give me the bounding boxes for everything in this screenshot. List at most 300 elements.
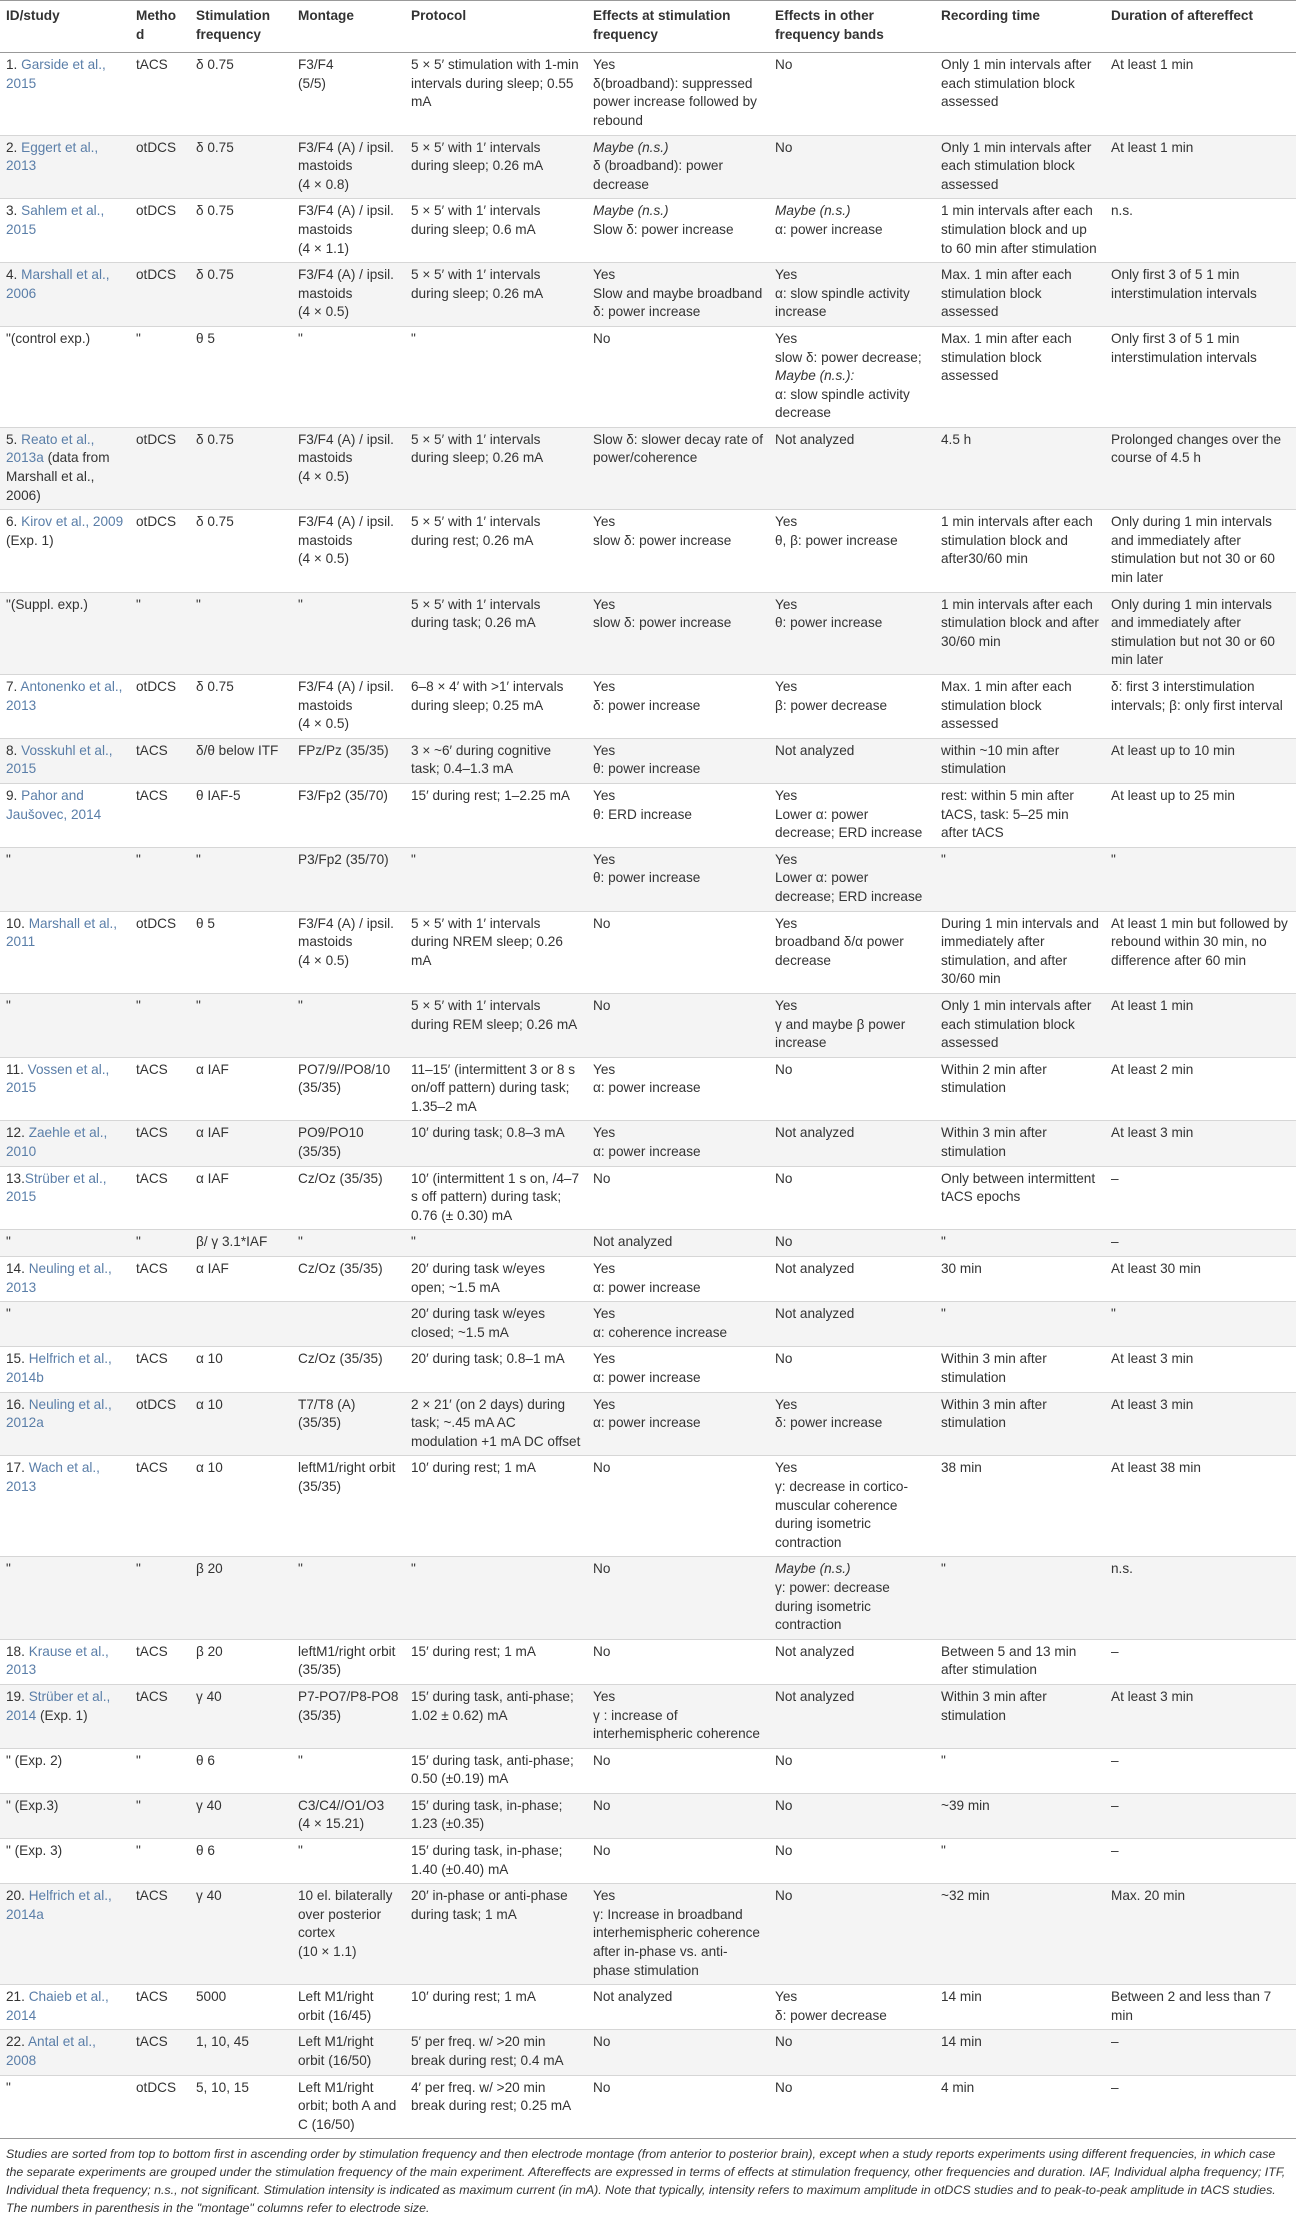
table-body xyxy=(0,53,1296,2139)
cell-effects-other-line: No xyxy=(775,2034,793,2050)
header-effects-at-stimulation-frequency: Effects at stimulation frequency xyxy=(587,1,769,53)
cell-montage-line: F3/Fp2 (35/70) xyxy=(298,787,388,803)
table-row xyxy=(0,1392,1296,1456)
cell-effects-stim-line: No xyxy=(593,2034,611,2050)
cell-effects-stim-line: δ: power increase xyxy=(593,697,701,713)
study-reference-link[interactable]: Wach et al., 2013 xyxy=(6,1460,100,1494)
cell-method: otDCS xyxy=(136,1396,177,1412)
cell-id-study xyxy=(0,1684,130,1748)
cell-stimulation-frequency: δ 0.75 xyxy=(196,679,234,694)
cell-effects-other xyxy=(769,592,935,674)
table-row xyxy=(0,326,1296,427)
cell-effects-stim xyxy=(587,1684,769,1748)
cell-montage xyxy=(292,1884,405,1985)
study-reference-link[interactable]: Eggert et al., 2013 xyxy=(6,139,99,174)
study-number: 1. xyxy=(6,57,22,73)
table-row xyxy=(0,1793,1296,1838)
cell-effects-stim-line: Yes xyxy=(593,57,616,73)
cell-montage-line: (4 × 15.21) xyxy=(298,1816,365,1832)
header-duration-of-aftereffect: Duration of aftereffect xyxy=(1105,1,1296,53)
cell-method: tACS xyxy=(136,1170,168,1186)
cell-effects-stim-line: No xyxy=(593,1797,611,1813)
cell-effects-stim-line: γ: Increase in broadband interhemispheric coherence after in-phase vs. anti-phase stimulation xyxy=(593,1906,760,1978)
cell-effects-other-line: broadband δ/α power decrease xyxy=(775,934,904,968)
cell-effects-other xyxy=(769,2030,935,2075)
cell-duration: – xyxy=(1111,2079,1119,2095)
cell-effects-stim-line: Not analyzed xyxy=(593,1234,673,1250)
cell-effects-stim xyxy=(587,1748,769,1793)
cell-duration: At least 3 min xyxy=(1111,1396,1194,1412)
cell-protocol-line: 15′ during task, anti-phase; 1.02 ± 0.62) mA xyxy=(411,1688,574,1723)
cell-montage xyxy=(292,1230,405,1257)
cell-effects-stim-line: Yes xyxy=(593,742,616,758)
cell-montage xyxy=(292,1748,405,1793)
cell-montage-line: Cz/Oz (35/35) xyxy=(298,1261,383,1277)
cell-protocol xyxy=(405,1639,587,1684)
cell-protocol-line: 10′ (intermittent 1 s on, /4–7 s off pattern) during task; 0.76 (± 0.30) mA xyxy=(411,1170,580,1223)
cell-protocol-line: 11–15′ (intermittent 3 or 8 s on/off pattern) during task; 1.35–2 mA xyxy=(411,1061,575,1114)
cell-id-study xyxy=(0,1839,130,1884)
cell-effects-stim xyxy=(587,326,769,427)
cell-montage xyxy=(292,847,405,911)
cell-effects-stim-line: Yes xyxy=(593,1396,616,1412)
table-row xyxy=(0,738,1296,783)
cell-montage xyxy=(292,675,405,739)
cell-id-study xyxy=(0,326,130,427)
cell-montage-line: F3/F4 (A) / ipsil. mastoids xyxy=(298,431,394,466)
cell-duration: Only first 3 of 5 1 min interstimulation intervals xyxy=(1111,330,1257,365)
cell-effects-other-line: γ: power: decrease during isometric contraction xyxy=(775,1579,890,1633)
cell-effects-stim-line: No xyxy=(593,1752,611,1768)
cell-effects-other xyxy=(769,847,935,911)
cell-protocol xyxy=(405,199,587,263)
cell-protocol xyxy=(405,1839,587,1884)
cell-protocol-line: 5 × 5′ with 1′ intervals during NREM sleep; 0.26 mA xyxy=(411,915,563,968)
cell-recording-time: Max. 1 min after each stimulation block assessed xyxy=(941,679,1072,732)
cell-stimulation-frequency: δ/θ below ITF xyxy=(196,742,279,758)
cell-stimulation-frequency: θ 5 xyxy=(196,330,215,346)
study-reference-link[interactable]: Marshall et al., 2006 xyxy=(6,267,110,301)
cell-duration: At least 3 min xyxy=(1111,1351,1194,1367)
cell-effects-stim-line: No xyxy=(593,1170,611,1186)
cell-stimulation-frequency: γ 40 xyxy=(196,1888,222,1904)
study-reference-link[interactable]: Garside et al., 2015 xyxy=(6,57,106,91)
study-reference-link[interactable]: Antonenko et al., 2013 xyxy=(6,679,123,713)
table-header-row xyxy=(0,1,1296,53)
cell-recording-time: During 1 min intervals and immediately after stimulation, and after 30/60 min xyxy=(941,915,1099,987)
table-footnote: Studies are sorted from top to bottom first in ascending order by stimulation frequency and then electrode montage (from anterior to posterior brain), except when a study reports experiments using different frequencies, in which case the separate experiments are grouped under the stimulation frequency of the main experiment. Aftereffects are expressed in terms of effects at stimulation frequency, other frequencies and duration. IAF, Individual alpha frequency; ITF, Individual theta frequency; n.s., not significant. Stimulation intensity is indicated as maximum current (in mA). Note that typically, intensity refers to maximum amplitude in otDCS studies and to peak-to-peak amplitude in tACS studies. The numbers in parenthesis in the "montage" columns refer to electrode size. xyxy=(6,2147,1286,2216)
cell-montage-line: F3/F4 (A) / ipsil. mastoids xyxy=(298,139,394,174)
cell-effects-other-line: Yes xyxy=(775,679,798,694)
cell-duration: δ: first 3 interstimulation intervals; β: only first interval xyxy=(1111,679,1283,713)
study-note: "(control exp.) xyxy=(6,330,91,346)
cell-recording-time: Max. 1 min after each stimulation block assessed xyxy=(941,267,1072,320)
cell-effects-stim-line: Yes xyxy=(593,1261,616,1277)
cell-duration: Only during 1 min intervals and immediately after stimulation but not 30 or 60 min later xyxy=(1111,514,1275,586)
cell-protocol-line: " xyxy=(411,1234,416,1250)
cell-protocol-line: 5 × 5′ with 1′ intervals during sleep; 0.26 mA xyxy=(411,431,544,466)
cell-montage-line: F3/F4 (A) / ipsil. mastoids xyxy=(298,203,394,237)
study-reference-link[interactable]: Pahor and Jaušovec, 2014 xyxy=(6,787,102,822)
cell-method: tACS xyxy=(136,1351,168,1367)
cell-montage-line: F3/F4 (A) / ipsil. mastoids xyxy=(298,514,394,548)
cell-effects-other xyxy=(769,263,935,327)
cell-id-study xyxy=(0,1884,130,1985)
study-number: 19. xyxy=(6,1688,29,1704)
cell-montage xyxy=(292,1839,405,1884)
cell-duration: At least 3 min xyxy=(1111,1688,1194,1704)
cell-protocol xyxy=(405,1057,587,1121)
cell-effects-stim-line: Yes xyxy=(593,1125,616,1141)
cell-montage-line: " xyxy=(298,330,303,346)
cell-duration: – xyxy=(1111,1752,1119,1768)
cell-id-study xyxy=(0,1166,130,1230)
cell-id-study xyxy=(0,1639,130,1684)
cell-effects-other xyxy=(769,1302,935,1347)
cell-effects-other xyxy=(769,53,935,135)
study-reference-link[interactable]: Kirov et al., 2009 xyxy=(21,514,124,530)
cell-effects-stim-line: Yes xyxy=(593,1888,616,1904)
cell-montage xyxy=(292,2030,405,2075)
cell-protocol xyxy=(405,1456,587,1557)
cell-stimulation-frequency: δ 0.75 xyxy=(196,57,234,73)
study-reference-link[interactable]: Sahlem et al., 2015 xyxy=(6,203,105,237)
cell-protocol-line: 5 × 5′ with 1′ intervals during task; 0.26 mA xyxy=(411,596,541,631)
table-row xyxy=(0,1057,1296,1121)
cell-method: " xyxy=(136,1234,141,1250)
cell-id-study xyxy=(0,263,130,327)
header-protocol: Protocol xyxy=(405,1,587,53)
table-row xyxy=(0,783,1296,847)
cell-effects-stim-line: Yes xyxy=(593,1061,616,1077)
cell-method: otDCS xyxy=(136,431,177,447)
cell-effects-stim xyxy=(587,2030,769,2075)
cell-effects-stim xyxy=(587,993,769,1057)
cell-effects-stim xyxy=(587,53,769,135)
cell-protocol xyxy=(405,592,587,674)
study-number: 15. xyxy=(6,1351,29,1367)
cell-effects-other xyxy=(769,1347,935,1392)
cell-montage-line: (4 × 0.5) xyxy=(298,716,350,732)
study-number: 7. xyxy=(6,679,21,694)
cell-protocol-line: 5 × 5′ with 1′ intervals during sleep; 0.26 mA xyxy=(411,267,544,301)
cell-protocol xyxy=(405,993,587,1057)
cell-effects-stim-line: Not analyzed xyxy=(593,1989,673,2005)
study-reference-link[interactable]: Reato et al., 2013a xyxy=(6,431,95,466)
study-note: "(Suppl. exp.) xyxy=(6,596,88,612)
table-row xyxy=(0,1684,1296,1748)
study-reference-link[interactable]: Krause et al., 2013 xyxy=(6,1643,109,1678)
cell-montage-line: F3/F4 (A) / ipsil. mastoids xyxy=(298,267,394,301)
cell-effects-other-line: Not analyzed xyxy=(775,1125,855,1141)
cell-effects-stim xyxy=(587,911,769,993)
cell-effects-stim xyxy=(587,847,769,911)
cell-protocol-line: 5 × 5′ with 1′ intervals during sleep; 0.26 mA xyxy=(411,139,544,174)
study-note: (data from Marshall et al., 2006) xyxy=(6,450,110,503)
header-recording-time: Recording time xyxy=(935,1,1105,53)
study-reference-link[interactable]: Strüber et al., 2014 xyxy=(6,1688,111,1723)
cell-effects-stim xyxy=(587,1793,769,1838)
cell-montage-line: P3/Fp2 (35/70) xyxy=(298,851,389,867)
cell-protocol xyxy=(405,1230,587,1257)
cell-protocol-line: 10′ during task; 0.8–3 mA xyxy=(411,1125,565,1141)
cell-effects-other-line: β: power decrease xyxy=(775,697,888,713)
table-row xyxy=(0,1884,1296,1985)
study-note: (Exp. 1) xyxy=(36,1707,88,1723)
study-number: 6. xyxy=(6,514,22,530)
study-reference-link[interactable]: Zaehle et al., 2010 xyxy=(6,1125,108,1160)
cell-protocol-line: 15′ during rest; 1 mA xyxy=(411,1643,536,1659)
cell-id-study xyxy=(0,675,130,739)
cell-effects-stim xyxy=(587,263,769,327)
study-number: 9. xyxy=(6,787,22,803)
cell-effects-other xyxy=(769,1748,935,1793)
cell-effects-other xyxy=(769,1985,935,2030)
cell-duration: At least 1 min xyxy=(1111,139,1194,155)
cell-effects-stim-line: No xyxy=(593,2079,611,2095)
cell-id-study xyxy=(0,993,130,1057)
cell-duration: – xyxy=(1111,2034,1119,2050)
cell-montage-line: Left M1/right orbit (16/45) xyxy=(298,1989,374,2023)
cell-protocol xyxy=(405,53,587,135)
cell-montage xyxy=(292,53,405,135)
cell-method: tACS xyxy=(136,1261,168,1277)
cell-effects-other xyxy=(769,911,935,993)
cell-effects-stim xyxy=(587,1121,769,1166)
cell-id-study xyxy=(0,1392,130,1456)
cell-montage xyxy=(292,263,405,327)
cell-effects-other xyxy=(769,1639,935,1684)
cell-montage-line: " xyxy=(298,1752,303,1768)
cell-effects-stim xyxy=(587,1347,769,1392)
cell-effects-other-line: Lower α: power decrease; ERD increase xyxy=(775,806,923,841)
study-reference-link[interactable]: Neuling et al., 2013 xyxy=(6,1261,112,1295)
table-row xyxy=(0,1302,1296,1347)
cell-id-study xyxy=(0,1793,130,1838)
cell-effects-stim-line: Slow and maybe broadband δ: power increase xyxy=(593,285,763,320)
cell-stimulation-frequency: γ 40 xyxy=(196,1797,222,1813)
cell-id-study xyxy=(0,783,130,847)
cell-montage-line: (4 × 1.1) xyxy=(298,240,350,256)
table-row xyxy=(0,1121,1296,1166)
cell-protocol xyxy=(405,1884,587,1985)
cell-stimulation-frequency: δ 0.75 xyxy=(196,267,234,283)
cell-recording-time: " xyxy=(941,1561,946,1577)
cell-protocol xyxy=(405,675,587,739)
cell-method: otDCS xyxy=(136,203,177,219)
cell-effects-other-line: No xyxy=(775,1843,793,1859)
cell-effects-stim xyxy=(587,1456,769,1557)
study-note: " xyxy=(6,1561,11,1577)
cell-montage-line: F3/F4 (A) / ipsil. mastoids xyxy=(298,915,394,950)
cell-method: tACS xyxy=(136,787,168,803)
cell-recording-time: " xyxy=(941,851,946,867)
cell-stimulation-frequency: δ 0.75 xyxy=(196,203,234,219)
cell-protocol-line: 6–8 × 4′ with >1′ intervals during sleep; 0.25 mA xyxy=(411,679,564,713)
cell-stimulation-frequency: α IAF xyxy=(196,1261,229,1277)
cell-effects-other-line: Yes xyxy=(775,915,798,931)
cell-protocol xyxy=(405,1166,587,1230)
cell-protocol-line: 5′ per freq. w/ >20 min break during rest; 0.4 mA xyxy=(411,2034,564,2068)
cell-protocol xyxy=(405,1121,587,1166)
cell-montage xyxy=(292,510,405,592)
cell-duration: Between 2 and less than 7 min xyxy=(1111,1989,1272,2023)
cell-protocol xyxy=(405,1748,587,1793)
cell-effects-stim-line: Maybe (n.s.) xyxy=(593,203,669,219)
cell-effects-stim-line: Yes xyxy=(593,1688,616,1704)
cell-montage-line: (4 × 0.5) xyxy=(298,551,350,567)
cell-effects-other-line: No xyxy=(775,1888,793,1904)
cell-effects-stim xyxy=(587,199,769,263)
cell-effects-other-line: No xyxy=(775,1170,793,1186)
study-reference-link[interactable]: Vosskuhl et al., 2015 xyxy=(6,742,113,777)
header-montage: Montage xyxy=(292,1,405,53)
cell-id-study xyxy=(0,1057,130,1121)
cell-method: tACS xyxy=(136,1989,168,2005)
cell-method xyxy=(130,1302,190,1347)
study-reference-link[interactable]: Neuling et al., 2012a xyxy=(6,1396,112,1431)
cell-stimulation-frequency: δ 0.75 xyxy=(196,139,234,155)
cell-stimulation-frequency: α IAF xyxy=(196,1125,229,1141)
cell-effects-stim xyxy=(587,592,769,674)
cell-method: " xyxy=(136,1843,141,1859)
cell-stimulation-frequency: α IAF xyxy=(196,1061,229,1077)
cell-recording-time: Only 1 min intervals after each stimulation block assessed xyxy=(941,139,1092,192)
cell-montage-line: " xyxy=(298,596,303,612)
study-number: 16. xyxy=(6,1396,29,1412)
cell-protocol-line: 5 × 5′ stimulation with 1-min intervals during sleep; 0.55 mA xyxy=(411,57,579,110)
cell-effects-stim-line: α: coherence increase xyxy=(593,1324,728,1340)
cell-method: " xyxy=(136,851,141,867)
cell-effects-stim-line: Yes xyxy=(593,267,616,283)
cell-effects-stim xyxy=(587,427,769,509)
cell-montage xyxy=(292,135,405,199)
cell-id-study xyxy=(0,2075,130,2139)
cell-recording-time: Within 3 min after stimulation xyxy=(941,1351,1047,1385)
cell-recording-time: Within 2 min after stimulation xyxy=(941,1061,1047,1096)
cell-effects-other-line: No xyxy=(775,1061,793,1077)
cell-effects-other xyxy=(769,1392,935,1456)
study-note: " xyxy=(6,851,11,867)
cell-stimulation-frequency: 5000 xyxy=(196,1989,227,2005)
cell-effects-stim xyxy=(587,1839,769,1884)
cell-method: " xyxy=(136,596,141,612)
cell-montage-line: (35/35) xyxy=(298,1707,342,1723)
cell-effects-stim-line: Slow δ: slower decay rate of power/coherence xyxy=(593,431,764,466)
study-reference-link[interactable]: Chaieb et al., 2014 xyxy=(6,1989,109,2023)
cell-duration: At least 1 min but followed by rebound within 30 min, no difference after 60 min xyxy=(1111,915,1288,968)
table-row xyxy=(0,592,1296,674)
study-number: 11. xyxy=(6,1061,28,1077)
study-reference-link[interactable]: Marshall et al., 2011 xyxy=(6,915,118,950)
table-row xyxy=(0,510,1296,592)
cell-protocol xyxy=(405,1985,587,2030)
cell-protocol-line: 15′ during task, in-phase; 1.23 (±0.35) xyxy=(411,1797,563,1832)
cell-effects-stim-line: slow δ: power increase xyxy=(593,615,732,631)
cell-effects-stim xyxy=(587,1257,769,1302)
cell-method: tACS xyxy=(136,1643,168,1659)
cell-montage-line: T7/T8 (A) xyxy=(298,1396,356,1412)
cell-id-study xyxy=(0,1456,130,1557)
cell-protocol xyxy=(405,1257,587,1302)
table-row xyxy=(0,1166,1296,1230)
cell-effects-stim-line: α: power increase xyxy=(593,1370,701,1385)
cell-recording-time: Only between intermittent tACS epochs xyxy=(941,1170,1096,1205)
study-note: " (Exp. 2) xyxy=(6,1752,63,1768)
cell-effects-other-line: Yes xyxy=(775,851,798,867)
cell-montage-line: PO9/PO10 (35/35) xyxy=(298,1125,364,1160)
cell-montage xyxy=(292,1166,405,1230)
cell-effects-other xyxy=(769,135,935,199)
cell-stimulation-frequency: 1, 10, 45 xyxy=(196,2034,249,2050)
cell-effects-other-line: Maybe (n.s.) xyxy=(775,1561,851,1577)
study-number: 4. xyxy=(6,267,22,283)
cell-recording-time: Within 3 min after stimulation xyxy=(941,1688,1047,1723)
cell-protocol xyxy=(405,1557,587,1639)
cell-id-study xyxy=(0,1257,130,1302)
cell-effects-stim-line: No xyxy=(593,330,611,346)
cell-protocol-line: 20′ during task; 0.8–1 mA xyxy=(411,1351,565,1367)
cell-effects-other-line: Yes xyxy=(775,596,798,612)
cell-stimulation-frequency: θ 5 xyxy=(196,915,215,931)
cell-duration: At least 2 min xyxy=(1111,1061,1194,1077)
cell-recording-time: Within 3 min after stimulation xyxy=(941,1125,1047,1160)
study-reference-link[interactable]: Helfrich et al., 2014b xyxy=(6,1351,112,1385)
cell-recording-time: " xyxy=(941,1234,946,1250)
cell-effects-other xyxy=(769,1839,935,1884)
cell-duration: Max. 20 min xyxy=(1111,1888,1186,1904)
cell-effects-other xyxy=(769,783,935,847)
cell-id-study xyxy=(0,592,130,674)
cell-protocol xyxy=(405,1347,587,1392)
cell-recording-time: 14 min xyxy=(941,2034,982,2050)
cell-method: otDCS xyxy=(136,514,177,530)
cell-method: tACS xyxy=(136,57,168,73)
cell-effects-other-line: α: slow spindle activity decrease xyxy=(775,386,910,421)
cell-protocol-line: 20′ during task w/eyes open; ~1.5 mA xyxy=(411,1261,546,1295)
cell-method: " xyxy=(136,1797,141,1813)
cell-protocol-line: 15′ during rest; 1–2.25 mA xyxy=(411,787,570,803)
cell-recording-time: Max. 1 min after each stimulation block assessed xyxy=(941,330,1072,384)
cell-effects-stim-line: θ: ERD increase xyxy=(593,806,692,822)
study-reference-link[interactable]: Vossen et al., 2015 xyxy=(6,1061,110,1096)
cell-montage-line: Cz/Oz (35/35) xyxy=(298,1351,383,1367)
cell-duration: – xyxy=(1111,1797,1119,1813)
cell-effects-other-line: No xyxy=(775,2079,793,2095)
study-reference-link[interactable]: Antal et al., 2008 xyxy=(6,2034,96,2068)
cell-id-study xyxy=(0,1302,130,1347)
cell-method: " xyxy=(136,330,141,346)
study-number: 12. xyxy=(6,1125,29,1141)
cell-effects-stim-line: Slow δ: power increase xyxy=(593,221,734,237)
study-reference-link[interactable]: Helfrich et al., 2014a xyxy=(6,1888,112,1922)
cell-recording-time: Only 1 min intervals after each stimulation block assessed xyxy=(941,997,1092,1051)
cell-protocol xyxy=(405,263,587,327)
cell-effects-other xyxy=(769,2075,935,2139)
cell-recording-time: 30 min xyxy=(941,1261,982,1277)
study-number: 18. xyxy=(6,1643,29,1659)
cell-id-study xyxy=(0,1347,130,1392)
cell-effects-other-line: Maybe (n.s.): xyxy=(775,368,855,384)
cell-montage-line: (4 × 0.8) xyxy=(298,176,350,192)
cell-duration: At least 3 min xyxy=(1111,1125,1194,1141)
study-reference-link[interactable]: Strüber et al., 2015 xyxy=(6,1170,107,1205)
cell-stimulation-frequency: 5, 10, 15 xyxy=(196,2079,249,2095)
cell-method: " xyxy=(136,1752,141,1768)
header-method: Method xyxy=(130,1,190,53)
cell-montage xyxy=(292,1985,405,2030)
cell-effects-other-line: α: slow spindle activity increase xyxy=(775,285,910,320)
